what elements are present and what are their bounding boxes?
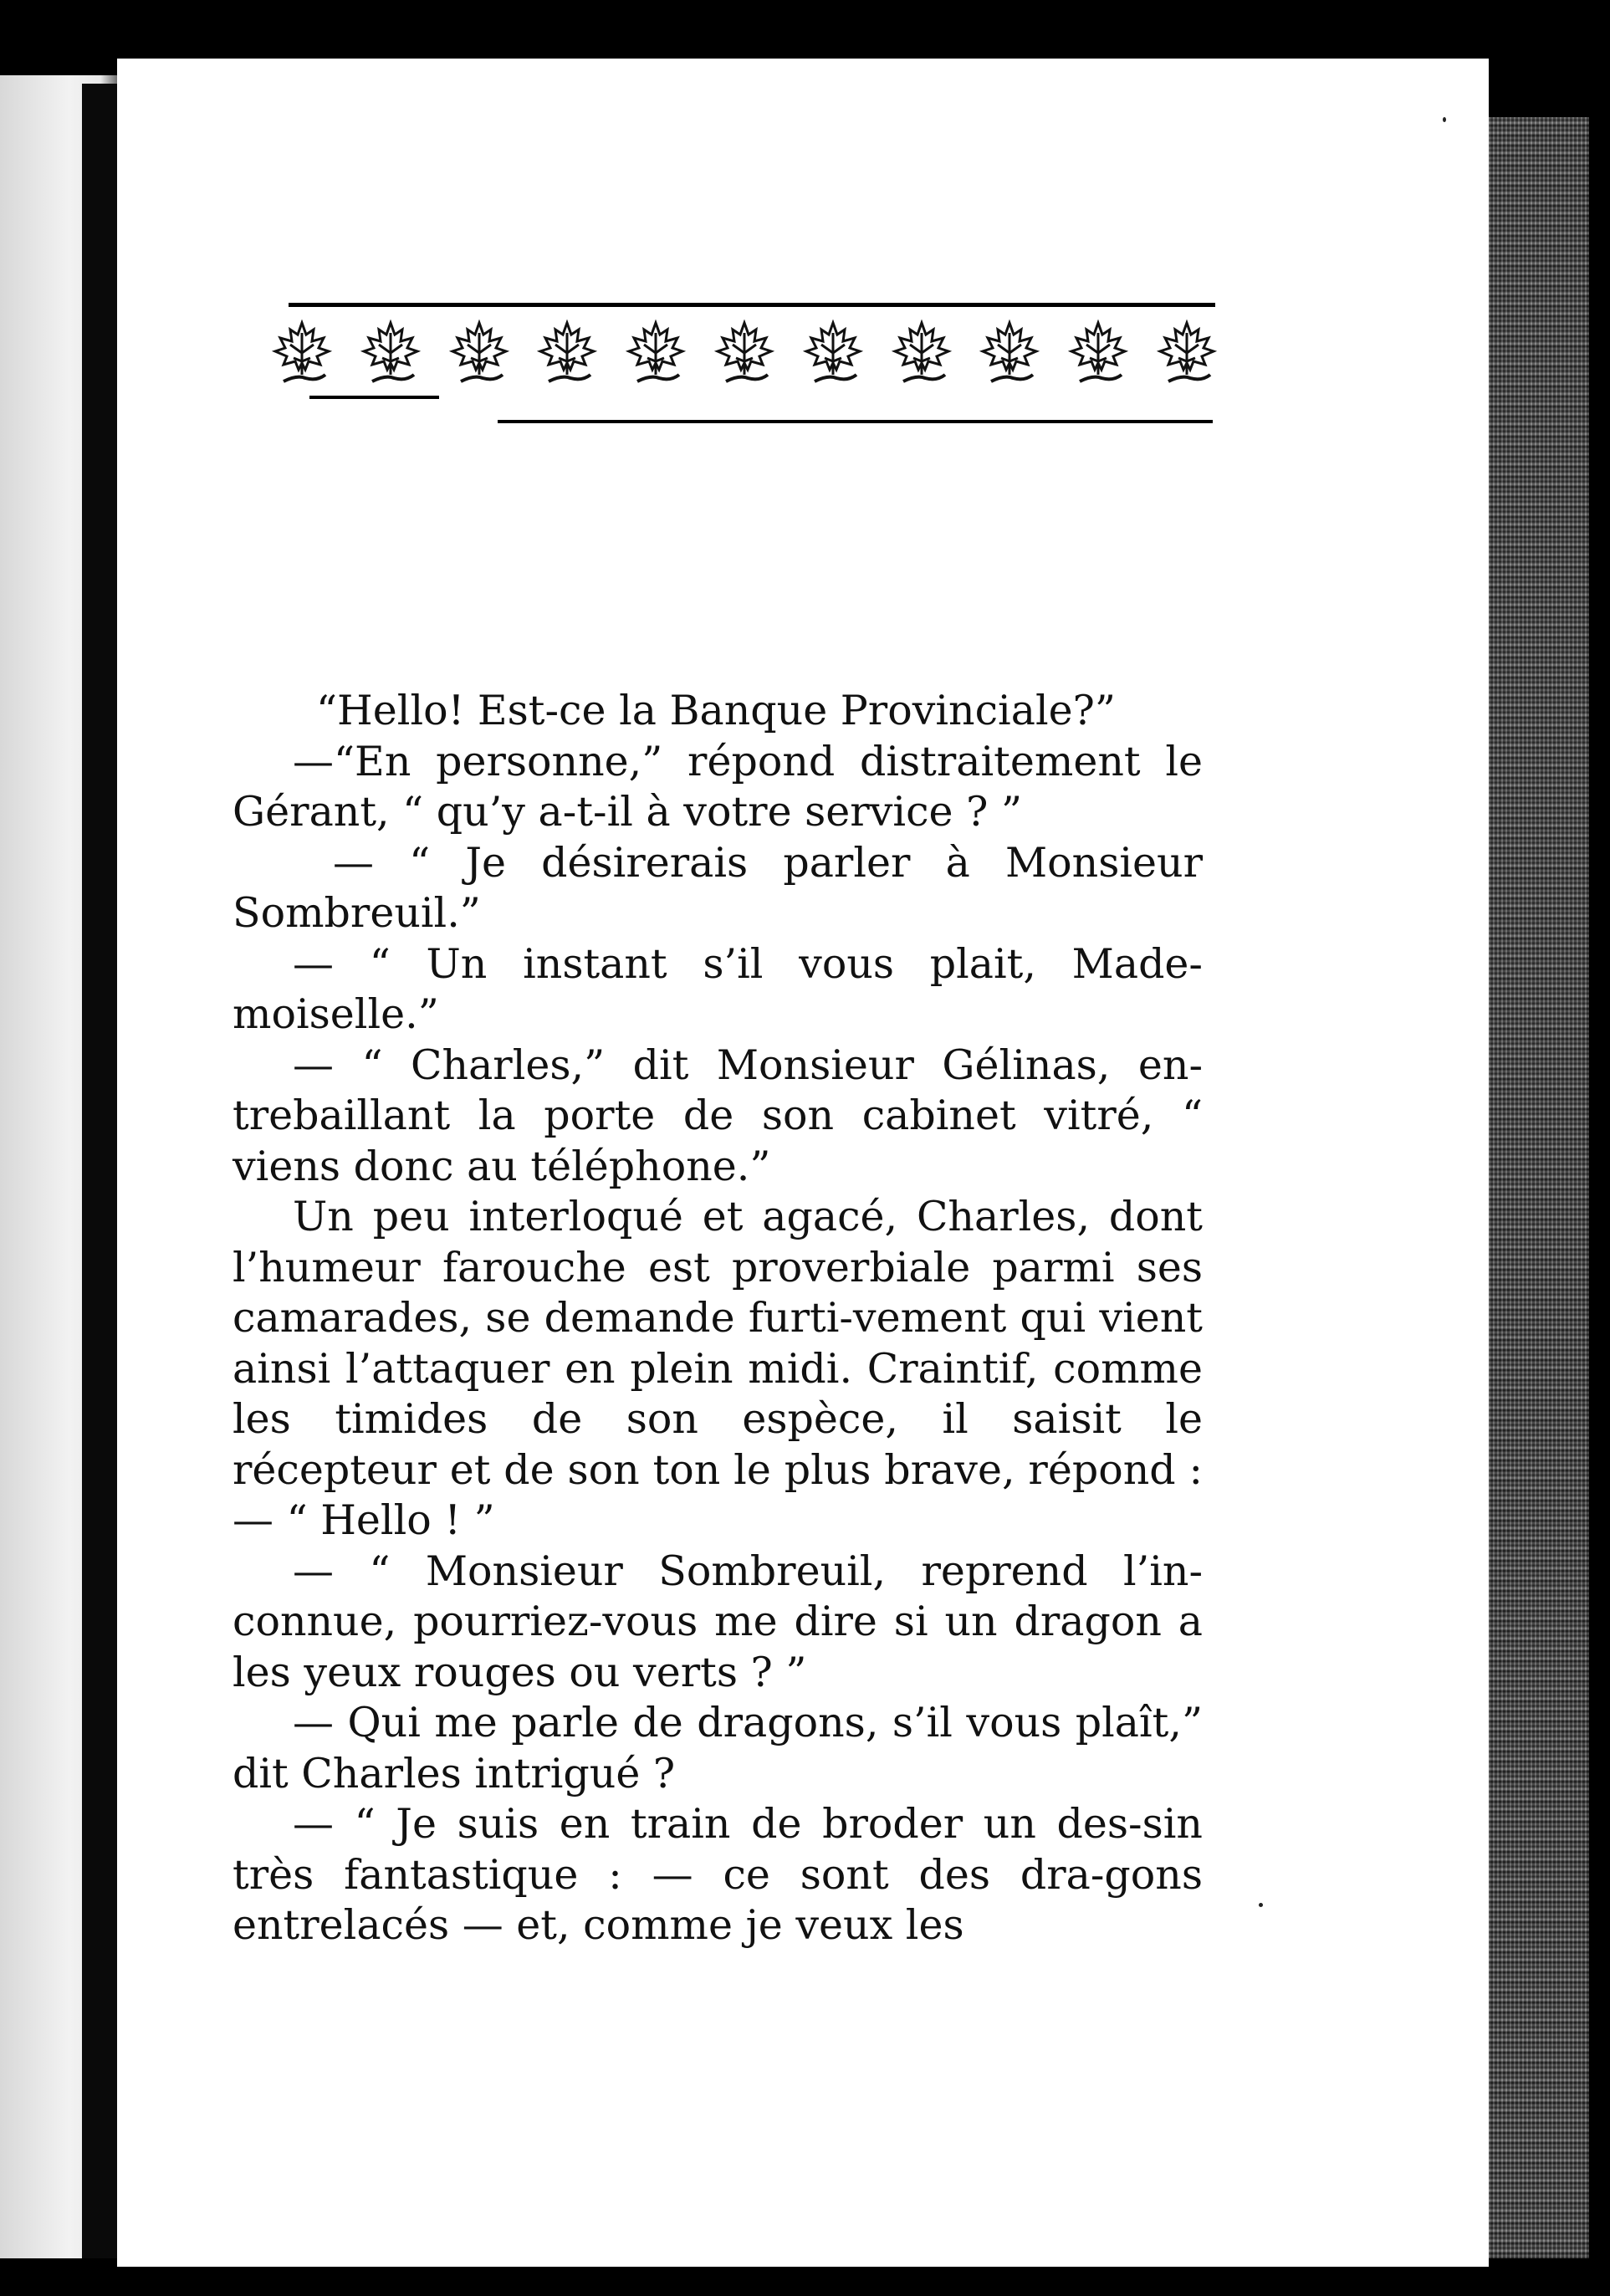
speck xyxy=(1259,1903,1263,1907)
book-spine xyxy=(82,84,117,2258)
maple-leaf-icon xyxy=(979,320,1040,386)
page-stack-edge xyxy=(1489,117,1589,2258)
maple-leaf-icon xyxy=(272,320,332,386)
paragraph: — “ Je suis en train de broder un des-sin très fantastique : — ce sont des dra-gons entrelacés — et, comme je veux les xyxy=(233,1800,1203,1949)
maple-leaf-icon xyxy=(360,320,421,386)
maple-leaf-icon xyxy=(537,320,597,386)
paragraph: “Hello! Est-ce la Banque Provinciale?” xyxy=(316,687,1116,734)
maple-leaf-ornament-row xyxy=(272,311,1217,395)
paragraph: — “ Charles,” dit Monsieur Gélinas, en-trebaillant la porte de son cabinet vitré, “ viens donc au téléphone.” xyxy=(233,1041,1203,1190)
top-rule xyxy=(289,303,1215,307)
paragraph: — Qui me parle de dragons, s’il vous plaît,” dit Charles intrigué ? xyxy=(233,1699,1203,1797)
maple-leaf-icon xyxy=(892,320,952,386)
bottom-rule-short xyxy=(309,396,439,399)
paragraph: — “ Un instant s’il vous plait, Made-moiselle.” xyxy=(233,939,1203,1038)
maple-leaf-icon xyxy=(1157,320,1217,386)
paragraph: —“En personne,” répond distraitement le Gérant, “ qu’y a-t-il à votre service ? ” xyxy=(233,737,1203,836)
maple-leaf-icon xyxy=(714,320,774,386)
speck xyxy=(1443,117,1446,122)
paragraph: Un peu interloqué et agacé, Charles, dont l’humeur farouche est proverbiale parmi ses camarades, se demande furti-vement qui vient ainsi l’attaquer en plein midi. Craintif, comme les timides de son espèce, il saisit le récepteur et de son ton le plus brave, répond : — “ Hello ! ” xyxy=(233,1193,1203,1544)
maple-leaf-icon xyxy=(803,320,863,386)
maple-leaf-icon xyxy=(626,320,686,386)
maple-leaf-icon xyxy=(449,320,509,386)
paragraph: — “ Je désirerais parler à Monsieur Sombreuil.” xyxy=(233,838,1203,937)
body-text xyxy=(233,686,1203,1951)
paragraph: — “ Monsieur Sombreuil, reprend l’in-connue, pourriez-vous me dire si un dragon a les yeux rouges ou verts ? ” xyxy=(233,1547,1203,1696)
bottom-rule-long xyxy=(498,420,1213,423)
maple-leaf-icon xyxy=(1068,320,1128,386)
